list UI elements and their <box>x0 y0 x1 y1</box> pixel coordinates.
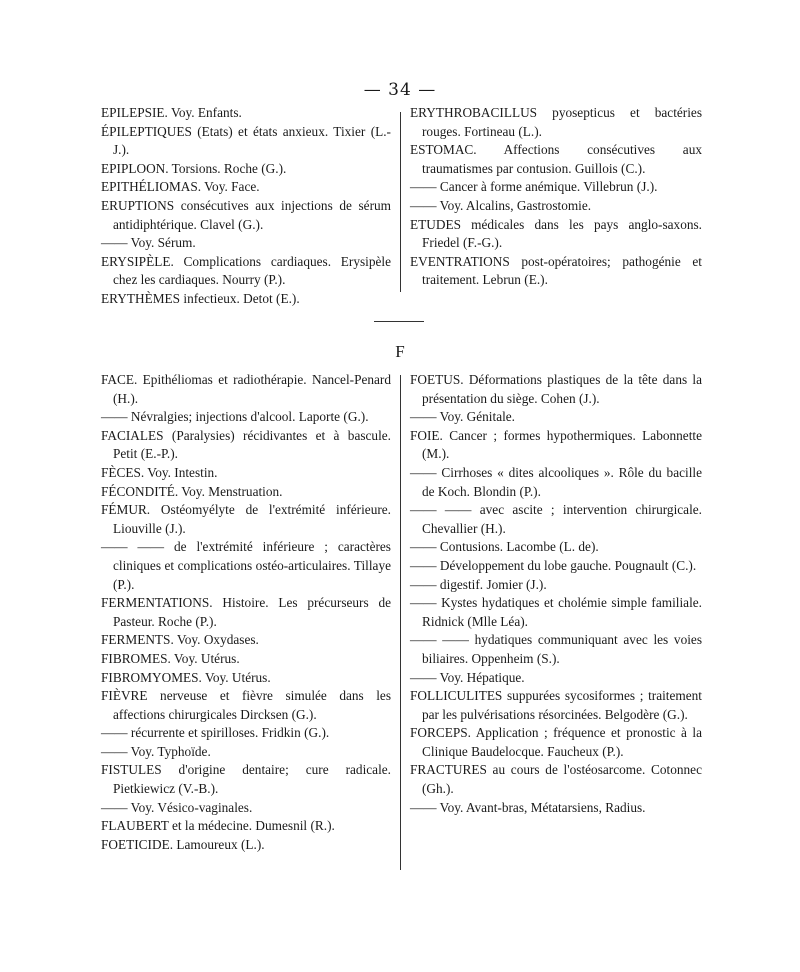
index-entry: FÉCONDITÉ. Voy. Menstruation. <box>101 483 283 499</box>
index-entry: FACIALES (Paralysies) récidivantes et à bascule. Petit (E.-P.). <box>101 427 391 462</box>
index-entry: FIÈVRE nerveuse et fièvre simulée dans les affections chirurgicales Dircksen (G.). <box>101 688 391 722</box>
section-separator <box>374 321 424 322</box>
index-entry: FÉMUR. Ostéomyélyte de l'extrémité inférieure. Liouville (J.). <box>101 502 391 536</box>
index-entry: ÉPILEPTIQUES (Etats) et états anxieux. Tixier (L.-J.). <box>101 123 391 158</box>
index-column-bottom-right <box>410 371 702 817</box>
index-entry: —— Cirrhoses « dites alcooliques ». Rôle du bacille de Koch. Blondin (P.). <box>410 464 702 499</box>
index-entry: —— récurrente et spirilloses. Fridkin (G.). <box>101 725 330 741</box>
index-entry: FOETICIDE. Lamoureux (L.). <box>101 836 265 852</box>
column-divider-bottom <box>400 375 401 870</box>
index-entry: —— Contusions. Lacombe (L. de). <box>410 539 599 555</box>
index-column-bottom-left <box>101 371 391 854</box>
index-entry: ERYSIPÈLE. Complications cardiaques. Erysipèle chez les cardiaques. Nourry (P.). <box>101 253 391 288</box>
index-entry: —— Voy. Hépatique. <box>410 669 525 685</box>
index-entry: FLAUBERT et la médecine. Dumesnil (R.). <box>101 818 335 834</box>
index-entry: FIBROMYOMES. Voy. Utérus. <box>101 669 271 685</box>
index-entry: FÈCES. Voy. Intestin. <box>101 464 218 480</box>
column-divider-top <box>400 112 401 292</box>
index-entry: —— Voy. Typhoïde. <box>101 743 211 759</box>
index-entry: ETUDES médicales dans les pays anglo-saxons. Friedel (F.-G.). <box>410 216 702 251</box>
index-entry: —— Voy. Sérum. <box>101 235 196 251</box>
index-entry: FOIE. Cancer ; formes hypothermiques. Labonnette (M.). <box>410 427 702 462</box>
index-entry: FERMENTS. Voy. Oxydases. <box>101 632 259 648</box>
index-entry: EVENTRATIONS post-opératoires; pathogénie et traitement. Lebrun (E.). <box>410 253 702 288</box>
index-entry: ERUPTIONS consécutives aux injections de sérum antidiphtérique. Clavel (G.). <box>101 197 391 232</box>
section-letter: F <box>395 342 405 361</box>
index-entry: —— Développement du lobe gauche. Pougnault (C.). <box>410 557 697 573</box>
index-entry: —— Voy. Génitale. <box>410 409 516 425</box>
index-entry: —— —— hydatiques communiquant avec les voies biliaires. Oppenheim (S.). <box>410 632 702 666</box>
index-entry: —— —— de l'extrémité inférieure ; caractères cliniques et complications ostéo-articulaires. Tillaye (P.). <box>101 539 391 592</box>
index-entry: EPITHÉLIOMAS. Voy. Face. <box>101 179 260 195</box>
page-number: — 34 — <box>363 80 437 100</box>
index-entry: —— —— avec ascite ; intervention chirurgicale. Chevallier (H.). <box>410 502 702 536</box>
index-entry: FIBROMES. Voy. Utérus. <box>101 650 240 666</box>
index-entry: EPILEPSIE. Voy. Enfants. <box>101 105 242 120</box>
index-entry: —— Voy. Alcalins, Gastrostomie. <box>410 197 592 213</box>
index-entry: —— Kystes hydatiques et cholémie simple familiale. Ridnick (Mlle Léa). <box>410 595 702 629</box>
index-column-top-left <box>101 104 391 309</box>
index-column-top-right <box>410 104 702 290</box>
index-entry: —— Voy. Vésico-vaginales. <box>101 799 253 815</box>
index-entry: FOETUS. Déformations plastiques de la tête dans la présentation du siège. Cohen (J.). <box>410 372 702 406</box>
index-entry: EPIPLOON. Torsions. Roche (G.). <box>101 160 287 176</box>
index-entry: FRACTURES au cours de l'ostéosarcome. Cotonnec (Gh.). <box>410 762 702 797</box>
index-entry: FOLLICULITES suppurées sycosiformes ; traitement par les pulvérisations résorcinées. Belgodère (G.). <box>410 688 702 722</box>
index-entry: FERMENTATIONS. Histoire. Les précurseurs de Pasteur. Roche (P.). <box>101 595 391 629</box>
index-entry: —— Névralgies; injections d'alcool. Laporte (G.). <box>101 409 369 425</box>
index-entry: FACE. Epithéliomas et radiothérapie. Nancel-Penard (H.). <box>101 372 391 406</box>
index-entry: ERYTHROBACILLUS pyosepticus et bactéries rouges. Fortineau (L.). <box>410 105 702 139</box>
index-entry: ERYTHÈMES infectieux. Detot (E.). <box>101 290 300 306</box>
index-entry: FISTULES d'origine dentaire; cure radicale. Pietkiewicz (V.-B.). <box>101 762 391 797</box>
index-entry: —— Voy. Avant-bras, Métatarsiens, Radius. <box>410 799 646 815</box>
index-entry: —— digestif. Jomier (J.). <box>410 576 547 592</box>
index-entry: —— Cancer à forme anémique. Villebrun (J.). <box>410 179 658 195</box>
index-entry: ESTOMAC. Affections consécutives aux traumatismes par contusion. Guillois (C.). <box>410 142 702 176</box>
index-entry: FORCEPS. Application ; fréquence et pronostic à la Clinique Baudelocque. Faucheux (P.). <box>410 725 702 759</box>
